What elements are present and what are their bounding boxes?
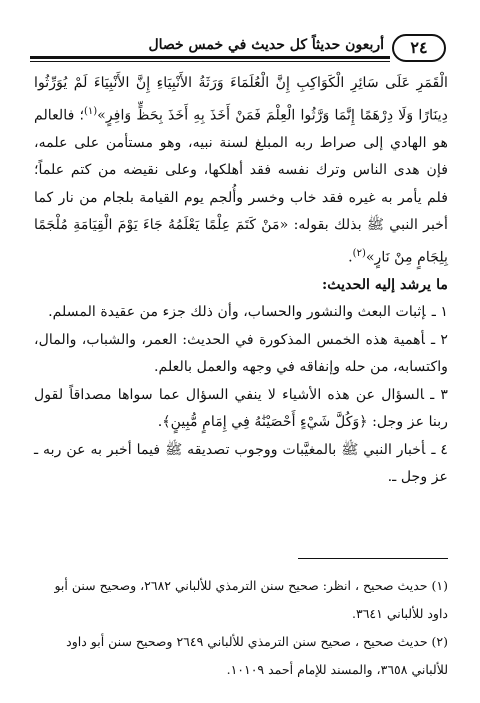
footnote-separator (298, 558, 448, 559)
list-item-number: ١ ـ (431, 304, 448, 321)
page-number: ٢٤ (392, 34, 446, 62)
hadith-text-1: الْقَمَرِ عَلَى سَائِرِ الْكَوَاكِبِ إِنَّ الْعُلَمَاءَ وَرَثَةُ الأَنْبِيَاءِ إِنَّ الأَنْبِيَاءَ لَمْ يُوَرِّثُوا دِينَارًا وَلَا (34, 75, 448, 124)
list-item-text: أهمية هذه الخمس المذكورة في الحديث: العمر، والشباب، والمال، واكتسابه، من حله وإنفاقه في وجهه والعمل بالعلم. (34, 331, 448, 376)
header-rule-thin (30, 61, 390, 62)
list-item (34, 299, 448, 327)
page-header (30, 34, 450, 60)
list-item-number: ٣ ـ (430, 386, 448, 403)
list-item (34, 437, 448, 492)
paragraph-1-cont: ؛ فالعالم هو الهادي إلى (34, 107, 448, 151)
footnote-1: (١) حديث صحيح ، انظر: صحيح سنن الترمذي للألباني ٢٦٨٢، وصحيح سنن أبو داود للألباني ٣٦٤١. (54, 578, 448, 621)
footnote-ref-1[interactable]: (١) (83, 105, 98, 117)
footnote-ref-2[interactable]: (٢) (352, 247, 366, 259)
hadith-text-2: دِرْهَمًا إِنَّمَا وَرَّثُوا الْعِلْمَ فَمَنْ أَخَذَ بِهِ أَخَذَ بِحَظٍّ وَافِرٍ» (97, 107, 394, 124)
list-item-number: ٢ ـ (430, 331, 449, 348)
list-item-text: إثبات البعث والنشور والحساب، وأن ذلك جزء من عقيدة المسلم. (48, 304, 426, 321)
list-item-text: السؤال عن هذه الأشياء لا ينفي السؤال عما سواها مصداقاً لقول ربنا عز وجل: ﴿وَكُلَّ شَيْءٍ أَحْصَيْنَٰهُ فِي إِمَامٍ مُّبِينٍ﴾. (34, 386, 448, 431)
list-item (34, 327, 448, 382)
list-item (34, 382, 448, 437)
list-item-text: أخبار النبي ﷺ بالمغيَّبات ووجوب تصديقه ﷺ فيما أخبر به عن ربه ـ عز وجل ـ. (34, 441, 448, 486)
running-title: أربعون حديثاً كل حديث في خمس خصال (148, 37, 384, 53)
header-rule (30, 56, 390, 59)
paragraph-1-end: . (348, 249, 353, 266)
paragraph-1 (34, 70, 448, 272)
paragraph-1-body: صراط ربه المبلغ لسنة نبيه، وهو مستأمن على علمه، فإن هدى الناس وترك نفسه فقد أهلكها، وعلى نقيضه من كتم علماً؛ فلم يأمر به غيره فقد خاب وخسر وأُلجم يوم القيامة بلجام من نار كما أخبر النبي ﷺ بذلك بقوله: «مَنْ كَتَمَ عِلْمًا يَعْلَمُهُ جَاءَ يَوْمَ الْقِيَامَةِ مُلْجَمًا بِلِجَامٍ مِنْ نَارٍ» (34, 134, 448, 266)
page-body (34, 70, 448, 492)
footnotes (34, 572, 448, 684)
footnote-2: (٢) حديث صحيح ، صحيح سنن الترمذي للألباني ٢٦٤٩ وصحيح سنن أبو داود للألباني ٣٦٥٨، والمسند للإمام أحمد ١٠١٠٩. (66, 634, 448, 677)
list-item-number: ٤ ـ (431, 441, 449, 458)
section-heading: ما يرشد إليه الحديث: (322, 276, 448, 293)
